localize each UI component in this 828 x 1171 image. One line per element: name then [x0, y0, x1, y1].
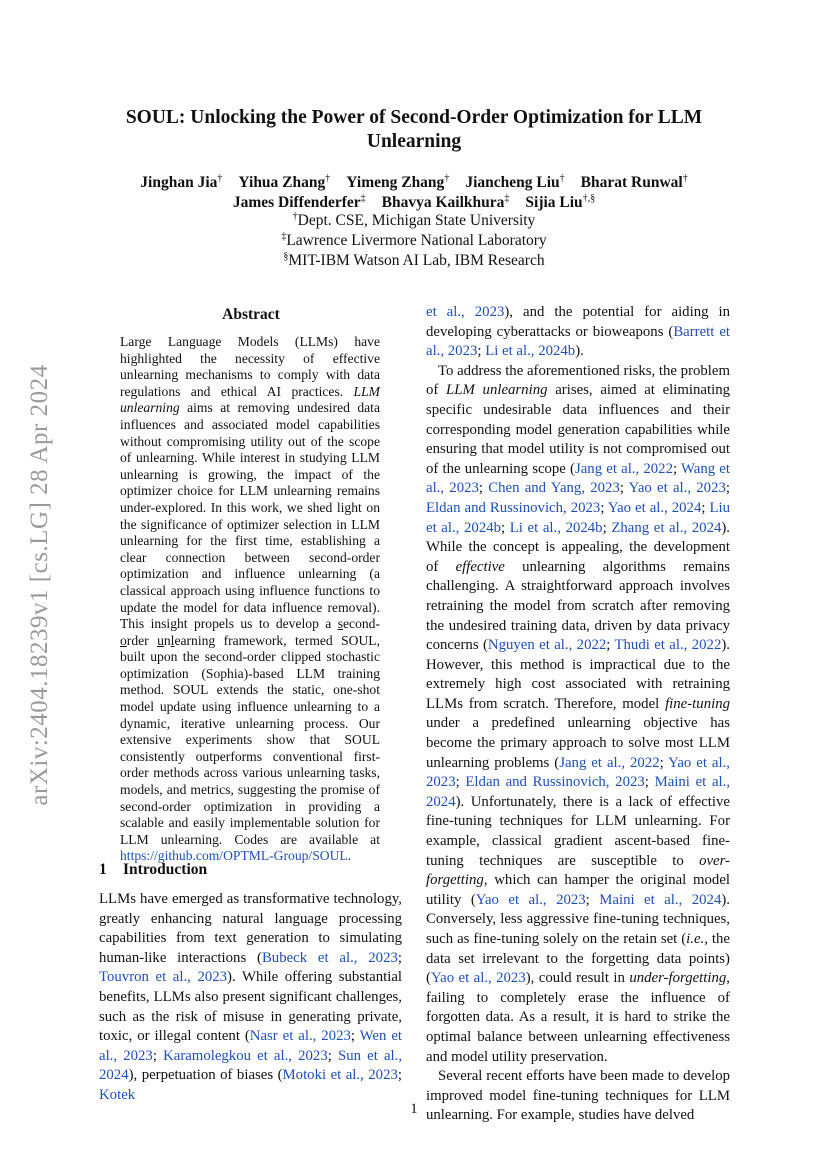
text-run: LLMs have emerged as transformative technology, greatly enhancing natural language processing capabilities from text generation to simulating human-like interactions ( — [99, 891, 402, 966]
text-run: arises, aimed at eliminating specific undesirable data influences and their corresponding model generation capabilities while ensuring that model utility is not compromised out of the unlearning scope ( — [426, 382, 730, 477]
text-run: ; — [327, 1047, 338, 1064]
arxiv-identifier-stamp: arXiv:2404.18239v1 [cs.LG] 28 Apr 2024 — [26, 364, 53, 806]
citation-link[interactable]: Barrett et al., 2023 — [426, 323, 730, 360]
section-title: Introduction — [123, 861, 208, 878]
text-run: ). While offering substantial benefits, LLMs also present significant challenges, such as the risk of misuse in generating private, toxic, or illegal content ( — [99, 969, 403, 1045]
abstract-body — [120, 334, 380, 865]
citation-link[interactable]: Sun et al., 2024 — [99, 1047, 403, 1084]
section-heading-introduction — [99, 861, 399, 879]
author-name — [233, 194, 366, 211]
text-run: ; — [397, 1067, 402, 1084]
text-run: , which can hamper the original model utility ( — [426, 872, 730, 908]
affiliation-text: Lawrence Livermore National Laboratory — [286, 232, 547, 249]
text-run: ; — [478, 480, 489, 497]
citation-link[interactable]: Maini et al., 2024 — [599, 891, 722, 908]
body-paragraph — [426, 303, 730, 362]
citation-link[interactable]: Yao et al., 2023 — [628, 480, 726, 497]
affiliation-line — [100, 251, 728, 271]
text-run: ; — [602, 519, 612, 536]
affiliation-mark: ‡ — [504, 193, 510, 204]
text-run: ; — [397, 949, 402, 966]
affiliation-mark: † — [325, 173, 331, 184]
citation-link[interactable]: Maini et al., 2024 — [426, 774, 731, 810]
body-paragraph — [426, 362, 730, 1067]
affiliation-mark: † — [444, 173, 450, 184]
citation-link[interactable]: Li et al., 2024b — [509, 519, 603, 536]
text-run: econd- — [343, 616, 380, 632]
citation-link[interactable]: Touvron et al., 2023 — [99, 969, 228, 986]
underlined-letter: u — [157, 632, 164, 648]
text-run: ; — [455, 774, 466, 791]
text-run: Large Language Models (LLMs) have highlighted the necessity of effective unlearning mechanisms to comply with data regulations and ethical AI practices. — [120, 334, 380, 399]
affiliation-mark: § — [283, 251, 289, 262]
text-run: . — [347, 848, 352, 864]
emphasis-text: over-forgetting — [426, 852, 730, 889]
citation-link[interactable]: Yao et al., 2023 — [475, 891, 586, 908]
emphasis-text: i.e. — [686, 931, 705, 947]
text-run: ; — [152, 1047, 164, 1064]
citation-link[interactable]: Karamolegkou et al., 2023 — [163, 1047, 328, 1064]
author-name — [346, 174, 449, 191]
affiliation-mark: † — [682, 173, 688, 184]
introduction-paragraph — [99, 890, 402, 1106]
affiliation-mark: † — [217, 173, 223, 184]
affiliation-mark: † — [292, 211, 298, 222]
text-run: ), and the potential for aiding in developing cyberattacks or bioweapons ( — [426, 304, 731, 340]
paper-title: SOUL: Unlocking the Power of Second-Order Optimization for LLM Unlearning — [125, 107, 703, 152]
text-run: earning framework, termed SOUL, built upon the second-order clipped stochastic optimization (Sophia)-based LLM training method. SOUL extends the static, one-shot model update using influence unlearning to a dynamic, iterative unlearning process. Our extensive experiments show that SOUL consistently outperforms conventional first-order methods across various unlearning tasks, models, and metrics, suggesting the promise of second-order optimization in providing a scalable and easily implementable solution for LLM unlearning. Codes are available at — [120, 632, 380, 847]
affiliation-mark: ‡ — [281, 231, 287, 242]
page-number: 1 — [410, 1101, 418, 1117]
citation-link[interactable]: et al., 2023 — [426, 304, 505, 320]
citation-link[interactable]: Zhang et al., 2024 — [611, 519, 722, 536]
emphasis-text: LLM unlearning — [120, 383, 380, 416]
author-line-1 — [100, 173, 728, 193]
author-name-text: Sijia Liu — [525, 194, 583, 211]
text-run: ; — [659, 754, 669, 771]
abstract-heading: Abstract — [222, 306, 280, 323]
text-run: ). — [575, 343, 584, 360]
citation-link[interactable]: Li et al., 2024b — [485, 343, 576, 360]
affiliation-line — [100, 231, 728, 251]
citation-link[interactable]: Wen et al., 2023 — [99, 1028, 403, 1064]
text-run: ; — [619, 480, 629, 497]
emphasis-text: under-forgetting — [629, 970, 727, 987]
citation-link[interactable]: Yao et al., 2024 — [607, 499, 702, 516]
affiliation-text: Dept. CSE, Michigan State University — [297, 212, 536, 229]
text-run: ). Unfortunately, there is a lack of effective fine-tuning techniques for LLM unlearning. For example, classical gradient ascent-based fine-tuning techniques are susceptible to — [426, 793, 730, 869]
author-name-text: Bharat Runwal — [580, 174, 683, 191]
emphasis-text: fine-tuning — [665, 695, 730, 712]
affiliation-mark: ‡ — [360, 193, 366, 204]
author-name-text: Bhavya Kailkhura — [381, 194, 505, 211]
citation-link[interactable]: Bubeck et al., 2023 — [261, 949, 398, 966]
text-run: ; — [585, 891, 600, 908]
author-list — [100, 173, 728, 213]
text-run: ; — [501, 519, 510, 536]
affiliation-mark: †,§ — [582, 193, 596, 204]
text-run: ; — [477, 343, 486, 360]
citation-link[interactable]: Liu et al., 2024b — [426, 499, 731, 536]
section-number: 1 — [99, 861, 107, 878]
emphasis-text: effective — [455, 558, 505, 575]
text-run: ). While the concept is appealing, the development of — [426, 519, 731, 575]
emphasis-text: LLM unlearning — [446, 382, 548, 399]
author-name — [238, 174, 330, 191]
text-run: To address the aforementioned risks, the problem of — [426, 362, 730, 399]
author-name — [140, 174, 222, 191]
text-run: ), perpetuation of biases ( — [128, 1067, 283, 1084]
citation-link[interactable]: Thudi et al., 2022 — [614, 637, 722, 654]
citation-link[interactable]: Yao et al., 2023 — [430, 970, 526, 987]
right-column-text — [426, 303, 730, 1126]
author-name-text: Jiancheng Liu — [465, 174, 560, 191]
citation-link[interactable]: Chen and Yang, 2023 — [488, 480, 620, 497]
affiliation-text: MIT-IBM Watson AI Lab, IBM Research — [288, 252, 545, 269]
affiliation-line — [100, 211, 728, 231]
citation-link[interactable]: Jang et al., 2022 — [574, 460, 673, 477]
author-name-text: James Diffenderfer — [232, 194, 361, 211]
text-run: rder — [126, 632, 158, 648]
citation-link[interactable]: Eldan and Russinovich, 2023 — [465, 774, 645, 791]
citation-link[interactable]: Yao et al., 2023 — [426, 754, 730, 791]
citation-link[interactable]: Kotek — [99, 1086, 136, 1103]
author-name-text: Yihua Zhang — [238, 174, 326, 191]
text-run: ; — [600, 499, 608, 516]
text-run: ), could result in — [525, 970, 630, 987]
text-run: ; — [350, 1028, 360, 1045]
citation-link[interactable]: Nguyen et al., 2022 — [487, 637, 607, 654]
author-name-text: Yimeng Zhang — [346, 174, 445, 191]
affiliation-mark: † — [559, 173, 565, 184]
text-run: ; — [725, 480, 730, 497]
citation-link[interactable]: Eldan and Russinovich, 2023 — [426, 499, 601, 516]
author-name — [465, 174, 564, 191]
text-run: unlearning algorithms remains challenging. A straightforward approach involves retraining the model from scratch after removing the undesired training data, driven by data privacy concerns ( — [426, 558, 730, 654]
text-run: ). Conversely, less aggressive fine-tuning techniques, such as fine-tuning solely on the retain set ( — [426, 891, 730, 947]
text-run: ; — [672, 460, 681, 477]
citation-link[interactable]: Nasr et al., 2023 — [249, 1028, 351, 1045]
code-repository-link[interactable]: https://github.com/OPTML-Group/SOUL — [120, 848, 348, 864]
underlined-letter: l — [170, 632, 175, 648]
text-run: ; — [606, 637, 615, 654]
author-name — [525, 194, 595, 211]
underlined-letter: o — [120, 632, 127, 648]
citation-link[interactable]: Jang et al., 2022 — [559, 754, 660, 771]
text-run: ; — [644, 774, 655, 791]
affiliation-list — [100, 211, 728, 271]
underlined-letter: s — [337, 616, 343, 632]
text-run: , the data set irrelevant to the forgetting data points) ( — [426, 931, 730, 987]
text-run: under a predefined unlearning objective has become the primary approach to solve most LLM unlearning problems ( — [426, 715, 730, 771]
citation-link[interactable]: Wang et al., 2023 — [426, 460, 730, 497]
text-run: Several recent efforts have been made to develop improved model fine-tuning techniques for LLM unlearning. For example, studies have delved — [426, 1068, 730, 1124]
text-run: ; — [701, 499, 710, 516]
text-run: aims at removing undesired data influences and associated model capabilities without compromising utility out of the scope of unlearning. While interest in studying LLM unlearning is growing, the impact of the optimizer choice for LLM unlearning remains under-explored. In this work, we shed light on the significance of optimizer selection in LLM unlearning for the first time, establishing a clear connection between second-order optimization and influence unlearning (a classical approach using influence functions to update the model for data influence removal). This insight propels us to develop a — [120, 400, 380, 632]
author-name — [382, 194, 510, 211]
text-run: n — [163, 632, 171, 648]
author-name — [581, 174, 688, 191]
text-run: ). However, this method is impractical due to the extremely high cost associated with retraining LLMs from scratch. Therefore, model — [426, 637, 730, 712]
author-name-text: Jinghan Jia — [140, 174, 218, 191]
author-line-2 — [100, 193, 728, 213]
citation-link[interactable]: Motoki et al., 2023 — [282, 1067, 398, 1084]
text-run: , failing to completely erase the influence of forgotten data. As a result, it is hard to strike the optimal balance between unlearning effectiveness and model utility preservation. — [426, 970, 730, 1065]
